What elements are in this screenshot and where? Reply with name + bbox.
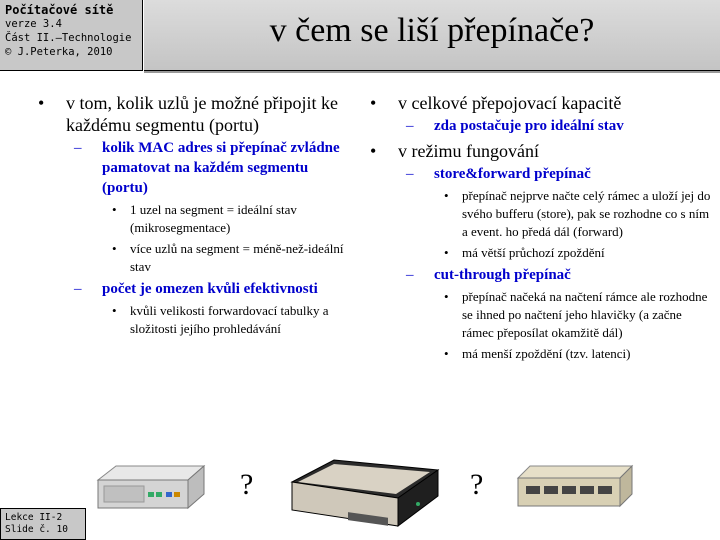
bullet-nodes-per-segment: • v tom, kolik uzlů je možné připojit ke každému segmentu (portu) – kolik MAC adres si přepínač zvládne pamatovat na každém segmentu (portu) • 1 uzel na segment = ideální stav (mikrosegmentace) • více uzlů na segment = méně-než-ideální stav – počet je omezen kvůli efektivnosti • kvůli velikosti forwardovací tabulky a složitosti jejího prohledávání [30,92,350,338]
item-table-size: • kvůli velikosti forwardovací tabulky a složitosti jejího prohledávání [112,303,329,336]
course-name: Počítačové sítě [5,3,114,17]
course-info-box [0,0,143,71]
dash-marker: – [74,140,82,156]
bullet-mode: • v režimu fungování – store&forward přepínač • přepínač nejprve načte celý rámec a uloží jej do svého bufferu (store), pak se rozhodne co s ním a event. ho předá dál (forward) • má větší průchozí zpoždění – cut-through přepínač • přepínač načeká na načtení rámce ale rozhodne se ihned po načtení jeho hlavičky (a začne rámec přeposílat okamžitě dál) • má menší zpoždění (tzv. latenci) [370,141,711,361]
slide-number: Slide č. 10 [5,524,68,535]
right-column [362,92,712,367]
slide-title: v čem se liší přepínače? [269,12,595,49]
sub-count-limited: – počet je omezen kvůli efektivnosti • kvůli velikosti forwardovací tabulky a složitosti jejího prohledávání [66,279,350,338]
item-store-forward-delay: • má větší průchozí zpoždění [444,245,605,260]
switch-image-right [516,462,634,510]
question-mark-left: ? [240,468,254,501]
item-store-forward-desc: • přepínač nejprve načte celý rámec a uloží jej do svého bufferu (store), pak se rozhodne co s ním a event. ho předá dál (forward) [444,188,711,239]
bullet-dot: • [38,93,45,113]
switch-image-center [290,456,440,532]
bullet-capacity: • v celkové přepojovací kapacitě – zda postačuje pro ideální stav [362,92,712,136]
item-more-nodes: • více uzlů na segment = méně-než-ideální stav [112,241,344,274]
switch-image-left [96,458,206,514]
item-cut-through-desc: • přepínač načeká na načtení rámce ale rozhodne se ihned po načtení jeho hlavičky (a začne rámec přeposílat okamžitě dál) [444,289,708,340]
title-bar [144,0,720,71]
question-mark-right: ? [470,468,484,501]
left-column [30,92,350,342]
slide-info-box [0,508,86,540]
copyright-text: © J.Peterka, 2010 [5,46,113,58]
sub-store-forward: – store&forward přepínač • přepínač nejprve načte celý rámec a uloží jej do svého bufferu (store), pak se rozhodne co s ním a event. ho předá dál (forward) • má větší průchozí zpoždění [406,166,711,260]
item-cut-through-delay: • má menší zpoždění (tzv. latenci) [444,346,631,361]
sub-ideal-state: – zda postačuje pro ideální stav [406,118,624,134]
item-one-node: • 1 uzel na segment = ideální stav (mikrosegmentace) [112,202,297,235]
lecture-label: Lekce II-2 [5,512,63,523]
sub-cut-through: – cut-through přepínač • přepínač načeká na načtení rámce ale rozhodne se ihned po načtení jeho hlavičky (a začne rámec přeposílat okamžitě dál) • má menší zpoždění (tzv. latenci) [398,265,712,363]
sub-mac-addresses: – kolik MAC adres si přepínač zvládne pamatovat na každém segmentu (portu) • 1 uzel na segment = ideální stav (mikrosegmentace) • více uzlů na segment = méně-než-ideální stav [66,138,350,276]
version-text: verze 3.4 [5,18,62,30]
dash-marker: – [74,281,82,297]
part-text: Část II.–Technologie [5,32,132,44]
title-shadow [144,71,720,73]
